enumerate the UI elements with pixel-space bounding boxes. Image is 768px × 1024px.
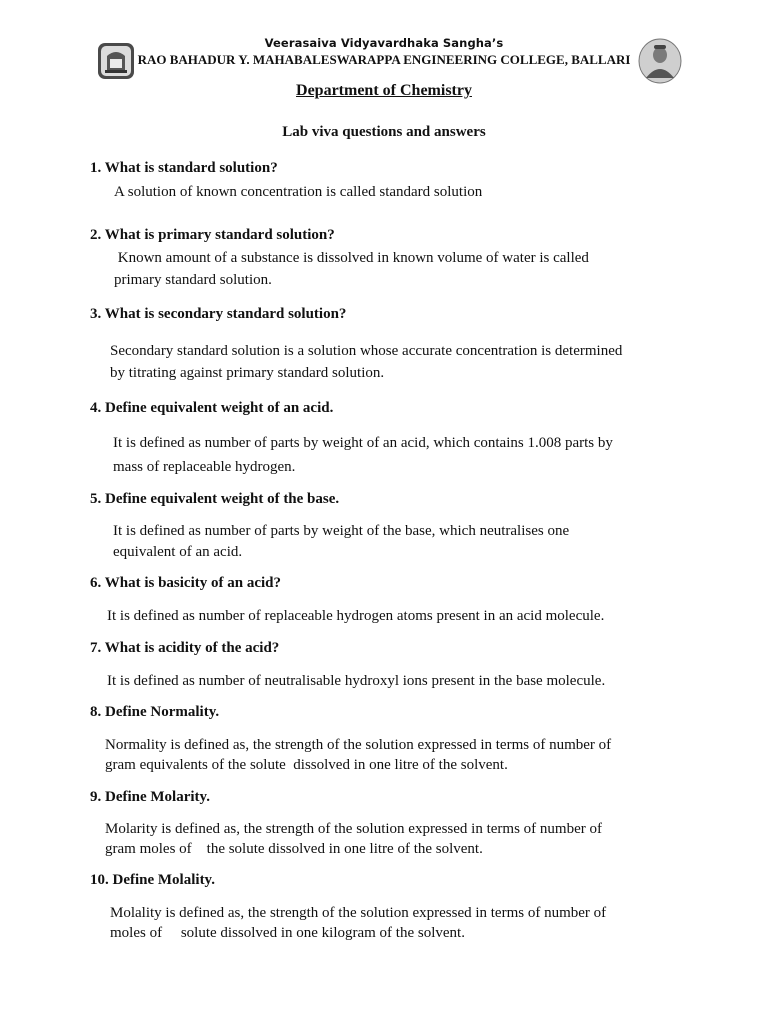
answer-line: Molarity is defined as, the strength of the solution expressed in terms of number of [105, 821, 602, 837]
question-1: 1. What is standard solution? [90, 160, 278, 176]
answer-line: A solution of known concentration is called standard solution [114, 184, 483, 200]
question-8: 8. Define Normality. [90, 704, 220, 720]
society-name: Veerasaiva Vidyavardhaka Sangha’s [264, 36, 504, 50]
answer-5 [113, 521, 693, 563]
answer-4 [113, 431, 713, 479]
answer-9 [105, 819, 705, 859]
answer-line: moles of solute dissolved in one kilogram of the solvent. [110, 925, 465, 941]
answer-line: by titrating against primary standard solution. [110, 365, 385, 381]
answer-line: It is defined as number of replaceable hydrogen atoms present in an acid molecule. [107, 608, 605, 624]
department-title: Department of Chemistry [296, 82, 472, 99]
question-5: 5. Define equivalent weight of the base. [90, 491, 340, 507]
answer-line: It is defined as number of parts by weight of the base, which neutralises one [113, 523, 570, 539]
question-4: 4. Define equivalent weight of an acid. [90, 400, 334, 416]
answer-line: gram moles of the solute dissolved in one litre of the solvent. [105, 841, 483, 857]
answer-7 [107, 670, 707, 692]
answer-line: Molality is defined as, the strength of the solution expressed in terms of number of [110, 905, 607, 921]
college-name: RAO BAHADUR Y. MAHABALESWARAPPA ENGINEERING COLLEGE, BALLARI [137, 52, 631, 67]
answer-line: It is defined as number of neutralisable hydroxyl ions present in the base molecule. [107, 673, 606, 689]
answer-1 [114, 181, 694, 203]
question-10: 10. Define Molality. [90, 872, 215, 888]
question-7: 7. What is acidity of the acid? [90, 640, 280, 656]
question-9: 9. Define Molarity. [90, 789, 210, 805]
answer-6 [107, 605, 707, 627]
answer-2 [114, 247, 694, 291]
answer-8 [105, 735, 705, 775]
answer-line: Known amount of a substance is dissolved in known volume of water is called [114, 250, 589, 266]
question-3: 3. What is secondary standard solution? [90, 306, 347, 322]
answer-line: Normality is defined as, the strength of the solution expressed in terms of number of [105, 737, 612, 753]
answer-line: gram equivalents of the solute dissolved in one litre of the solvent. [105, 757, 508, 773]
answer-10 [110, 903, 710, 943]
answer-3 [110, 340, 710, 384]
answer-line: Secondary standard solution is a solution whose accurate concentration is determined [110, 343, 623, 359]
answer-line: primary standard solution. [114, 272, 272, 288]
answer-line: mass of replaceable hydrogen. [113, 459, 296, 475]
answer-line: equivalent of an acid. [113, 544, 243, 560]
answer-line: It is defined as number of parts by weight of an acid, which contains 1.008 parts by [113, 435, 613, 451]
page-subtitle: Lab viva questions and answers [282, 124, 486, 140]
question-6: 6. What is basicity of an acid? [90, 575, 281, 591]
question-2: 2. What is primary standard solution? [90, 227, 335, 243]
founder-portrait-icon [638, 38, 682, 84]
